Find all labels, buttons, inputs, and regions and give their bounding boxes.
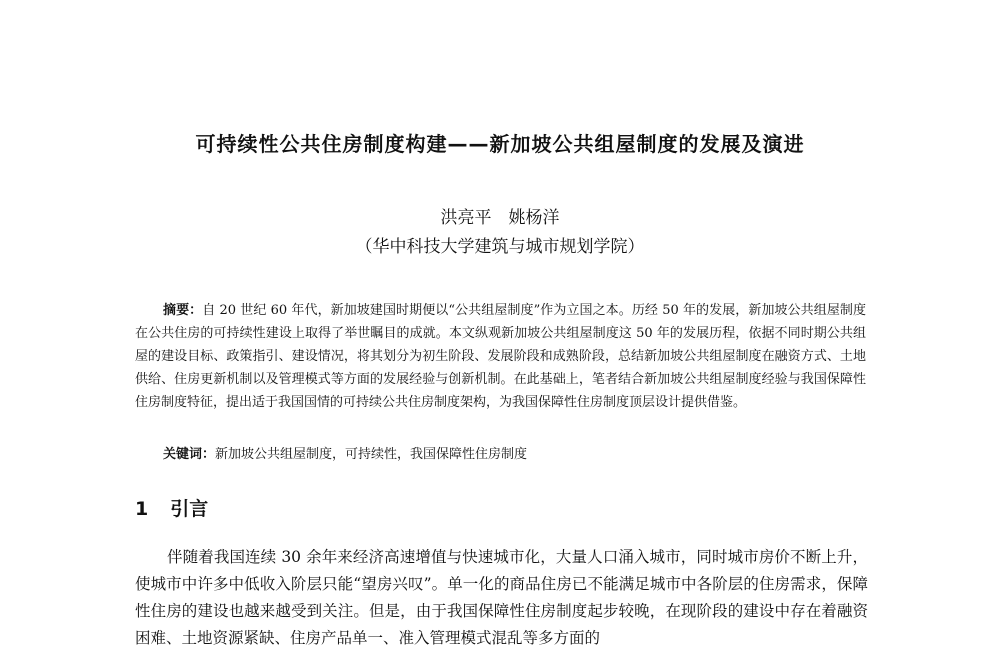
keywords-label: 关键词：: [163, 447, 216, 462]
section-heading: [135, 494, 208, 521]
paper-title: 可持续性公共住房制度构建——新加坡公共组屋制度的发展及演进: [195, 132, 805, 156]
keywords: [163, 445, 863, 465]
abstract-text: 自 20 世纪 60 年代，新加坡建国时期便以“公共组屋制度”作为立国之本。历经 50 年的发展，新加坡公共组屋制度在公共住房的可持续性建设上取得了举世瞩目的成就。本文纵观新加坡公共组屋制度这 50 年的发展历程，依据不同时期公共组屋的建设目标、政策指引、建设情况，将其划分为初生阶段、发展阶段和成熟阶段，总结新加坡公共组屋制度在融资方式、土地供给、住房更新机制以及管理模式等方面的发展经验与创新机制。在此基础上，笔者结合新加坡公共组屋制度经验与我国保障性住房制度特征，提出适于我国国情的可持续公共住房制度架构，为我国保障性住房制度顶层设计提供借鉴。: [135, 303, 866, 410]
paper-authors: 洪亮平 姚杨洋: [440, 208, 560, 228]
abstract-label: 摘要：: [163, 303, 203, 318]
section-title: 引言: [170, 498, 209, 520]
keywords-text: 新加坡公共组屋制度，可持续性，我国保障性住房制度: [215, 447, 528, 462]
abstract: [135, 299, 866, 414]
body-paragraph: 伴随着我国连续 30 余年来经济高速增值与快速城市化，大量人口涌入城市，同时城市房价不断上升，使城市中许多中低收入阶层只能“望房兴叹”。单一化的商品住房已不能满足城市中各阶层的住房需求，保障性住房的建设也越来越受到关注。但是，由于我国保障性住房制度起步较晚，在现阶段的建设中存在着融资困难、土地资源紧缺、住房产品单一、准入管理模式混乱等多方面的: [135, 548, 868, 647]
author-affiliation: （华中科技大学建筑与城市规划学院）: [355, 237, 645, 257]
section-number: 1: [135, 498, 149, 520]
